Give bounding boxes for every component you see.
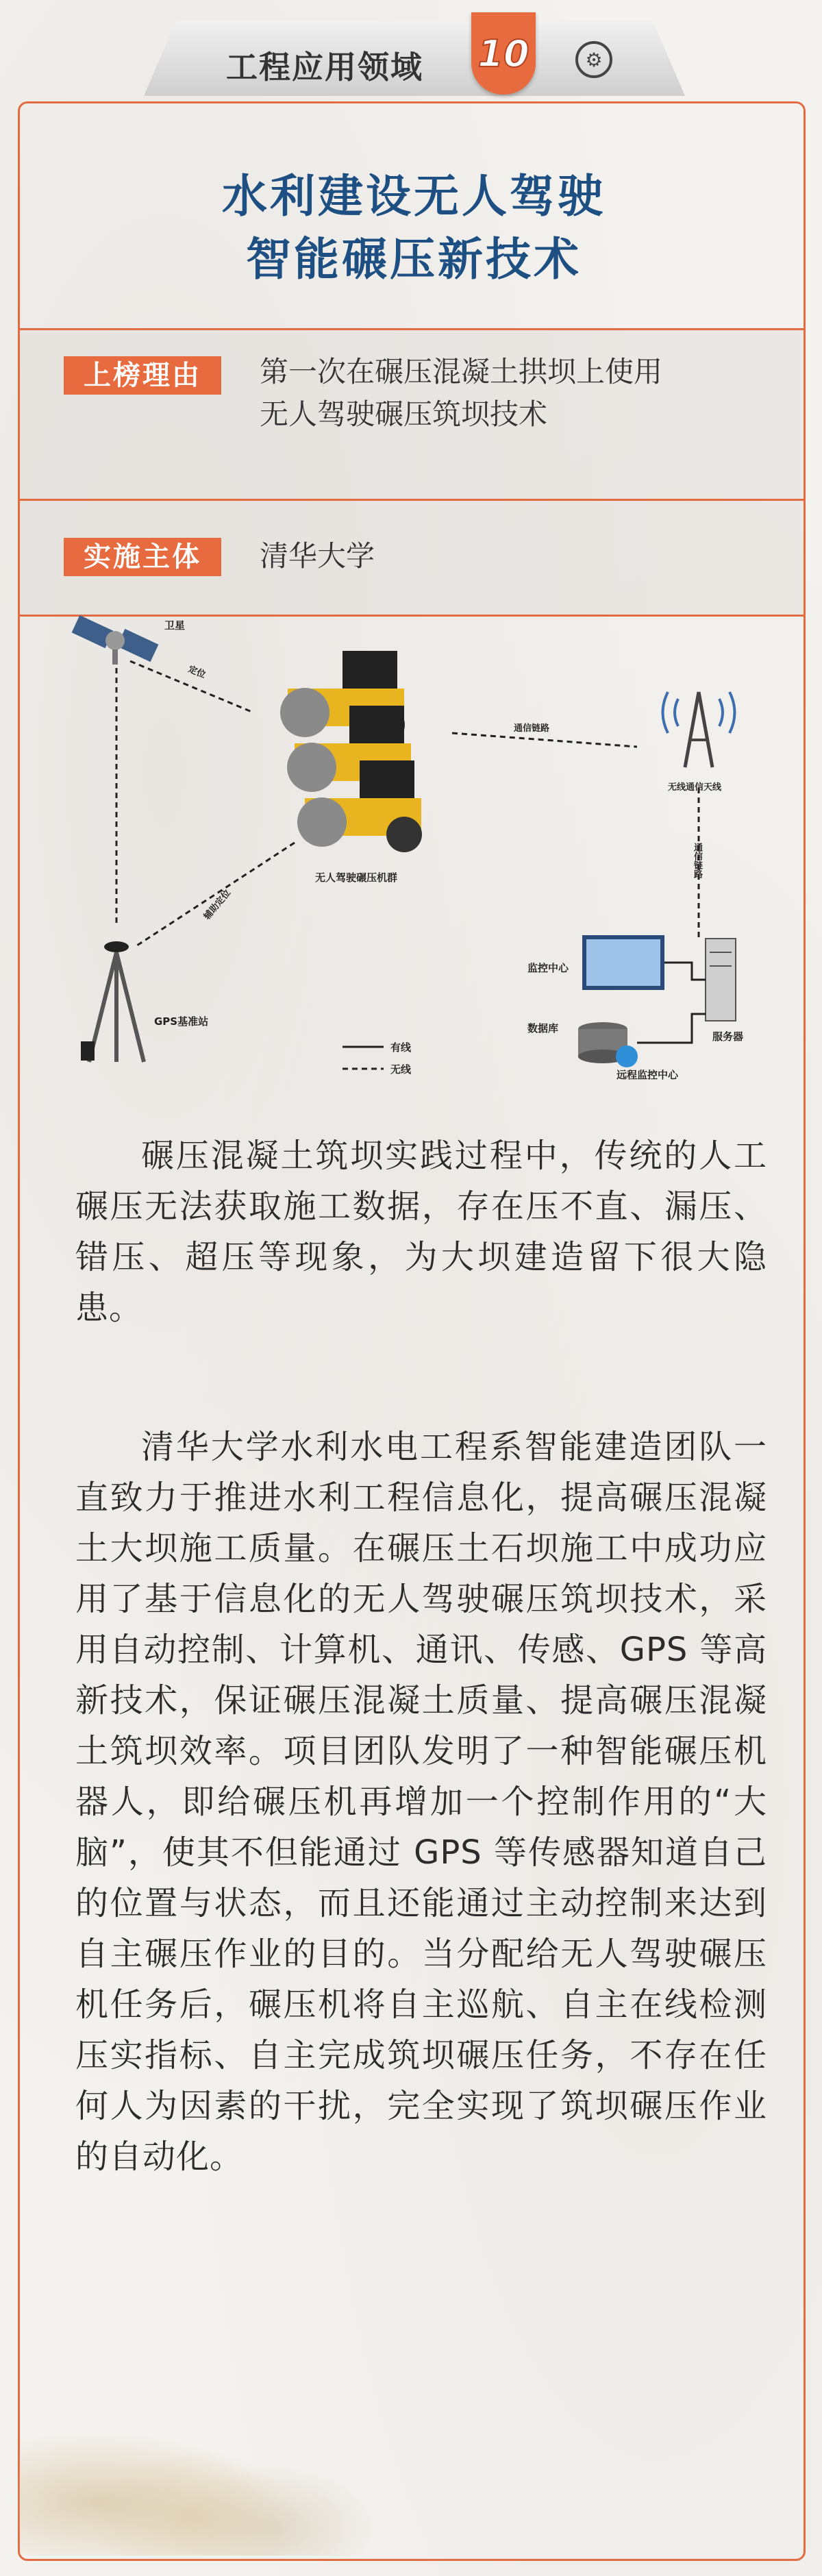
comm-link (452, 733, 637, 747)
roller-group-icon (280, 651, 422, 852)
label-antenna: 无线通信天线 (668, 782, 722, 793)
decorative-stones (19, 2377, 403, 2555)
satellite-icon (72, 615, 159, 665)
title-line-2: 智能碾压新技术 (246, 233, 582, 286)
reason-label: 上榜理由 (64, 356, 221, 395)
paragraph-2: 清华大学水利水电工程系智能建造团队一直致力于推进水利工程信息化，提高碾压混凝土大坝施工质量。在碾压土石坝施工中成功应用了基于信息化的无人驾驶碾压筑坝技术，采用自动控制、计算机、通讯、传感、GPS 等高新技术，保证碾压混凝土质量、提高碾压混凝土筑坝效率。项目团队发明了一种智能碾压机器人，即给碾压机再增加一个控制作用的“大脑”，使其不但能通过 GPS 等传感器知道自己的位置与状态，而且还能通过主动控制来达到自主碾压作业的目的。当分配给无人驾驶碾压机任务后，碾压机将自主巡航、自主在线检测压实指标、自主完成筑坝碾压任务，不存在任何人为因素的干扰，完全实现了筑坝碾压作业的自动化。 (75, 1428, 767, 2176)
number-badge (471, 12, 536, 95)
gear-icon: ⚙ (575, 41, 612, 78)
server-icon (706, 939, 736, 1021)
system-diagram (48, 541, 767, 1103)
monitor-icon (582, 935, 664, 990)
page-title (20, 165, 808, 291)
paragraph-1: 碾压混凝土筑坝实践过程中，传统的人工碾压无法获取施工数据，存在压不直、漏压、错压、超压等现象，为大坝建造留下很大隐患。 (75, 1137, 767, 1327)
label-roller-group: 无人驾驶碾压机群 (315, 871, 398, 884)
reason-line-1: 第一次在碾压混凝土拱坝上使用 (260, 355, 663, 388)
reason-row (20, 330, 804, 499)
title-line-1: 水利建设无人驾驶 (222, 170, 606, 223)
implementer-value: 清华大学 (260, 539, 375, 573)
label-satellite: 卫星 (164, 619, 186, 632)
reason-line-2: 无人驾驶碾压筑坝技术 (260, 397, 548, 431)
legend-wireless-label: 无线 (390, 1063, 412, 1076)
wired-link (664, 963, 706, 980)
label-gps-station: GPS基准站 (154, 1015, 209, 1028)
database-icon (578, 1022, 638, 1067)
section-title: 工程应用领域 (226, 49, 423, 86)
label-aux-positioning: 辅助定位 (202, 888, 234, 922)
legend-wired-label: 有线 (390, 1041, 412, 1054)
label-comm-link: 通信链路 (514, 723, 550, 734)
label-positioning: 定位 (186, 664, 208, 681)
implementer-label: 实施主体 (64, 538, 221, 576)
label-comm-link-vertical: 通信链路 (692, 843, 702, 878)
label-database: 数据库 (527, 1022, 559, 1035)
section-tab (144, 7, 685, 116)
badge-number: 10 (477, 32, 530, 75)
label-remote-center: 远程监控中心 (616, 1069, 679, 1081)
reason-text (260, 351, 662, 436)
label-server: 服务器 (712, 1030, 744, 1043)
wired-link (637, 1014, 706, 1043)
label-monitor-center: 监控中心 (527, 962, 569, 974)
gps-station-icon (81, 941, 144, 1062)
antenna-icon (663, 692, 735, 767)
